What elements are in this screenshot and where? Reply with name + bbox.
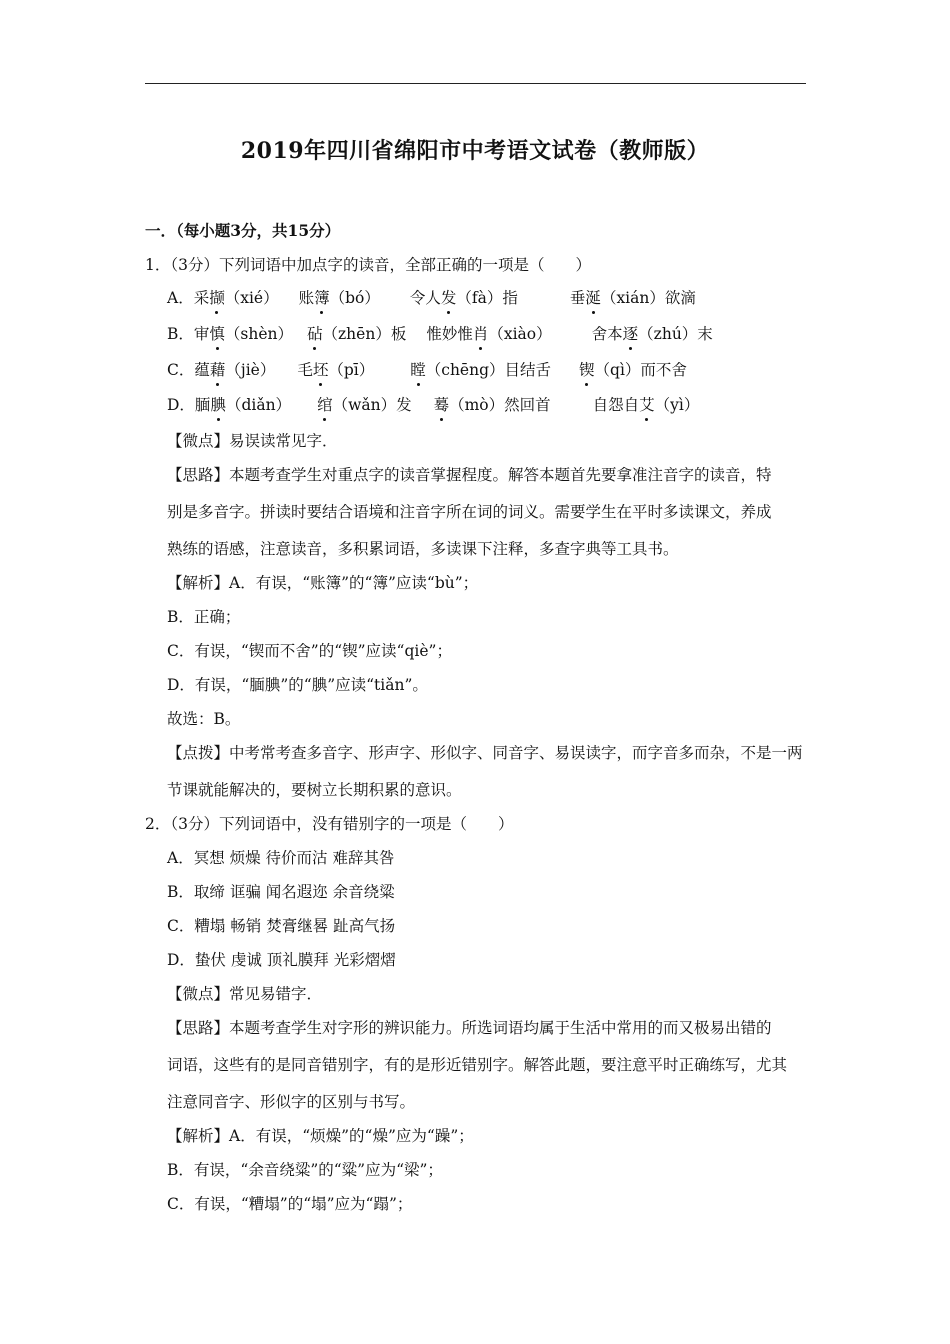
question-1-weidian: 【微点】易误读常见字． [167,432,338,450]
question-1-option-c: C．蕴藉（jiè） 毛坯（pī） 瞠（chēng）目结舌 锲（qì）而不舍 [167,361,687,379]
question-2-silu-line-1: 【思路】本题考查学生对字形的辨识能力。所选词语均属于生活中常用的而又极易出错的 [167,1019,772,1037]
question-1-dianbo-line-1: 【点拨】中考常考查多音字、形声字、形似字、同音字、易误读字，而字音多而杂，不是一两 [167,744,803,762]
question-1-silu-line-3: 熟练的语感，注意读音，多积累词语，多读课下注释，多查字典等工具书。 [167,540,679,558]
question-1-dianbo-line-2: 节课就能解决的，要树立长期积累的意识。 [167,781,462,799]
question-1-option-b: B．审慎（shèn） 砧（zhēn）板 惟妙惟肖（xiào） 舍本逐（zhú）末 [167,325,713,343]
question-1-option-d: D．腼腆（diǎn） 绾（wǎn）发 蓦（mò）然回首 自怨自艾（yì） [167,396,700,414]
question-1-jiexi-a: 【解析】A．有误，“账簿”的“簿”应读“bù”； [167,574,479,592]
question-2-silu-line-3: 注意同音字、形似字的区别与书写。 [167,1093,416,1111]
question-2-option-c: C．糟塌 畅销 焚膏继晷 趾高气扬 [167,917,396,935]
section-heading: 一．（每小题3分，共15分） [145,221,341,240]
question-2-option-a: A．冥想 烦燥 待价而沽 难辞其咎 [167,849,395,867]
question-1-answer: 故选：B。 [167,710,241,728]
question-1-stem: 1．（3分）下列词语中加点字的读音，全部正确的一项是（ ） [145,256,591,274]
question-2-stem: 2．（3分）下列词语中，没有错别字的一项是（ ） [145,815,514,833]
question-2-jiexi-a: 【解析】A．有误，“烦燥”的“燥”应为“躁”； [167,1127,474,1145]
question-2-jiexi-c: C．有误，“糟塌”的“塌”应为“蹋”； [167,1195,413,1213]
question-1-silu-line-1: 【思路】本题考查学生对重点字的读音掌握程度。解答本题首先要拿准注音字的读音，特 [167,466,772,484]
page-title: 2019年四川省绵阳市中考语文试卷（教师版） [240,138,710,164]
header-rule [145,83,806,84]
question-1-jiexi-b: B．正确； [167,608,241,626]
question-2-option-d: D．蛰伏 虔诚 顶礼膜拜 光彩熠熠 [167,951,396,969]
question-1-jiexi-d: D．有误，“腼腆”的“腆”应读“tiǎn”。 [167,676,428,694]
question-2-silu-line-2: 词语，这些有的是同音错别字，有的是形近错别字。解答此题，要注意平时正确练写，尤其 [167,1056,788,1074]
question-1-option-a: A．采撷（xié） 账簿（bó） 令人发（fà）指 垂涎（xián）欲滴 [167,289,696,307]
question-2-option-b: B．取缔 诓骗 闻名遐迩 余音绕粱 [167,883,395,901]
question-2-weidian: 【微点】常见易错字． [167,985,323,1003]
question-1-jiexi-c: C．有误，“锲而不舍”的“锲”应读“qiè”； [167,642,452,660]
question-1-silu-line-2: 别是多音字。拼读时要结合语境和注音字所在词的词义。需要学生在平时多读课文，养成 [167,503,772,521]
question-2-jiexi-b: B．有误，“余音绕粱”的“粱”应为“梁”； [167,1161,443,1179]
